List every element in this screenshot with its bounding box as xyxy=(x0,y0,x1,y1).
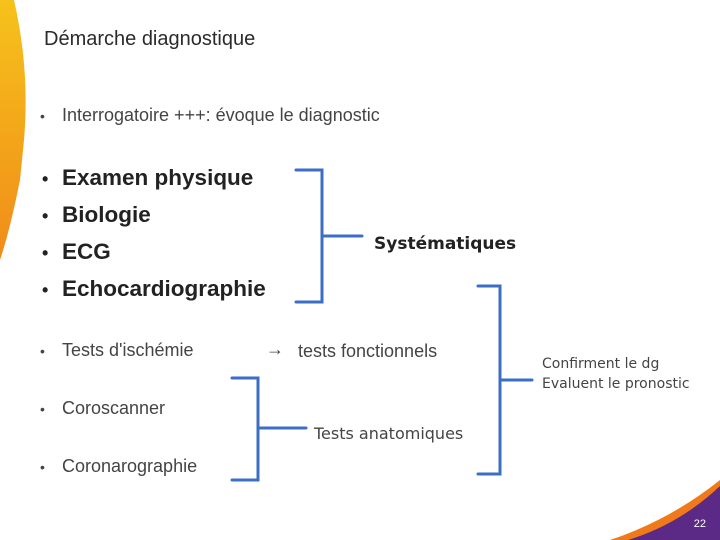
coronarographie-text: Coronarographie xyxy=(62,456,198,476)
bullet-glyph: • xyxy=(42,280,49,300)
echocardiographie-text: Echocardiographie xyxy=(62,276,266,301)
evaluent-label: Evaluent le pronostic xyxy=(542,376,690,392)
slide-title: Démarche diagnostique xyxy=(44,28,256,50)
tests-anatomiques-label: Tests anatomiques xyxy=(314,424,464,443)
bullet-glyph: • xyxy=(42,206,49,226)
bracket-confirment xyxy=(478,286,532,474)
bullet-glyph: • xyxy=(42,243,49,263)
biologie-text: Biologie xyxy=(62,202,151,227)
bullet-glyph: • xyxy=(40,459,45,475)
confirment-label: Confirment le dg xyxy=(542,356,660,372)
examen-physique-text: Examen physique xyxy=(62,165,254,190)
bracket-anatomiques xyxy=(232,378,306,480)
arrow-icon: → xyxy=(266,339,284,359)
systematiques-label: Systématiques xyxy=(374,234,517,254)
bullet-glyph: • xyxy=(40,343,45,359)
page-number: 22 xyxy=(693,518,706,530)
bullet-glyph: • xyxy=(40,108,45,124)
coroscanner-text: Coroscanner xyxy=(62,398,166,418)
bullet-glyph: • xyxy=(40,401,45,417)
interrogatoire-text: Interrogatoire +++: évoque le diagnostic xyxy=(62,105,380,125)
bracket-systematiques xyxy=(296,170,362,302)
tests-ischemie-text: Tests d'ischémie xyxy=(62,340,194,360)
bullet-glyph: • xyxy=(42,169,49,189)
tests-fonctionnels-text: tests fonctionnels xyxy=(298,341,438,361)
ecg-text: ECG xyxy=(62,239,111,264)
